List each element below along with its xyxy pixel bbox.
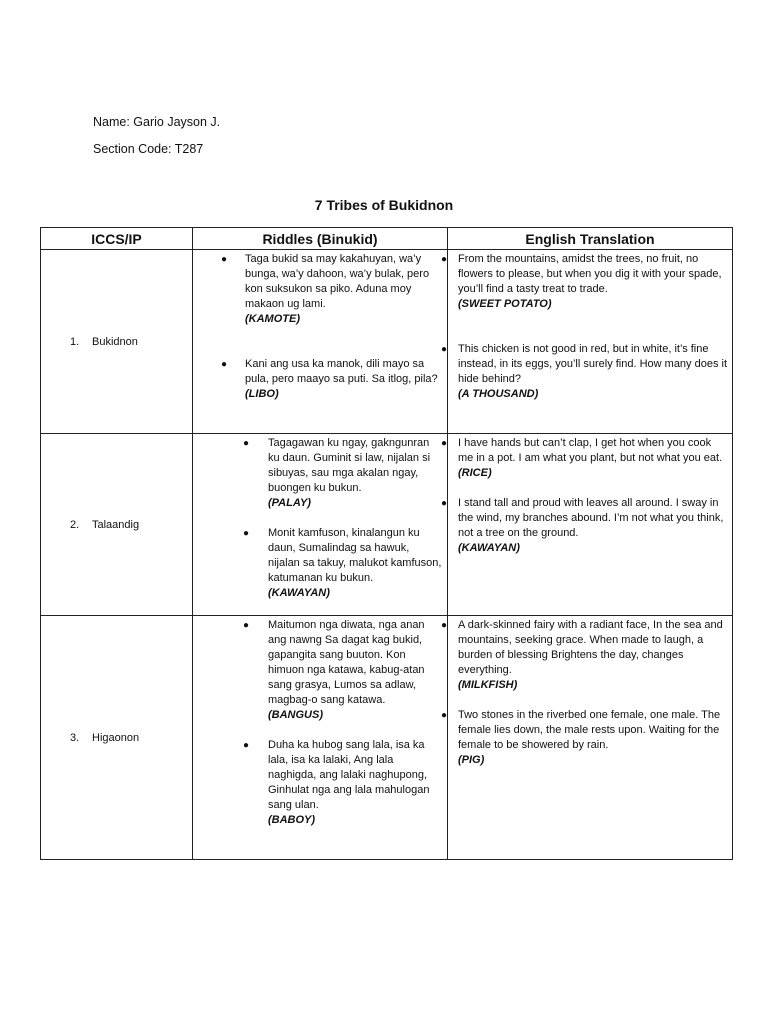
translation-item — [440, 496, 728, 556]
riddle-answer: (KAMOTE) — [245, 313, 300, 325]
table-row — [41, 250, 733, 434]
riddle-text: Duha ka hubog sang lala, isa ka lala, isa ka lalaki, Ang lala naghigda, ang lalaki naghupong, Ginhulat nga ang lala mahulogan sang ulan. — [268, 739, 430, 811]
translation-item — [440, 342, 728, 402]
tribe-cell — [41, 434, 193, 616]
translation-cell — [440, 250, 733, 434]
student-name: Name: Gario Jayson J. — [93, 115, 221, 129]
riddles-table — [40, 227, 733, 860]
riddle-text: Maitumon nga diwata, nga anan ang nawng Sa dagat kag bukid, gapangita sang buuton. Kon himuon nga katawa, kabug-atan sang grasya, Lumos sa adlaw, magbag-o sang katawa. — [268, 619, 425, 706]
tribe-cell — [41, 250, 193, 434]
riddle-answer: (KAWAYAN) — [268, 587, 330, 599]
bullet-icon: ● — [242, 528, 250, 539]
riddles-cell — [193, 250, 448, 434]
translation-answer: (KAWAYAN) — [458, 542, 520, 554]
riddle-item — [193, 526, 443, 601]
riddles-cell — [193, 434, 448, 616]
bullet-icon: ● — [440, 620, 448, 631]
translation-text: This chicken is not good in red, but in white, it’s fine instead, in its eggs, you’ll surely find. How many does it hide behind? — [458, 343, 728, 385]
bullet-icon: ● — [242, 438, 250, 449]
column-header-tribe: ICCS/IP — [41, 228, 193, 250]
document-title: 7 Tribes of Bukidnon — [314, 197, 454, 213]
translation-answer: (PIG) — [458, 754, 485, 766]
tribe-name: Bukidnon — [92, 335, 138, 348]
riddle-text: Kani ang usa ka manok, dili mayo sa pula, pero maayo sa puti. Sa itlog, pila? — [245, 358, 438, 385]
riddle-answer: (PALAY) — [268, 497, 311, 509]
translation-answer: (SWEET POTATO) — [458, 298, 552, 310]
riddle-item — [193, 738, 443, 828]
row-number: 3. — [70, 731, 80, 744]
bullet-icon: ● — [242, 620, 250, 631]
riddle-item — [193, 618, 443, 723]
column-header-translation: English Translation — [448, 228, 733, 250]
tribe-name: Talaandig — [92, 518, 140, 531]
bullet-icon: ● — [220, 254, 228, 265]
bullet-icon: ● — [242, 740, 250, 751]
bullet-icon: ● — [440, 344, 448, 355]
column-header-riddles: Riddles (Binukid) — [193, 228, 448, 250]
row-number: 1. — [70, 335, 80, 348]
riddle-text: Taga bukid sa may kakahuyan, wa’y bunga, wa’y dahoon, wa’y bulak, pero kon suksukon sa piko. Aduna moy makaon ug lami. — [245, 253, 430, 310]
riddle-item — [193, 252, 443, 327]
translation-text: A dark-skinned fairy with a radiant face, In the sea and mountains, seeking grace. When made to laugh, a burden of blessing Brightens the day, changes everything. — [458, 619, 723, 676]
translation-text: Two stones in the riverbed one female, one male. The female lies down, the male rests upon. Waiting for the female to be showered by rain. — [458, 709, 721, 751]
riddle-text: Monit kamfuson, kinalangun ku daun, Sumalindag sa hawuk, nijalan sa takuy, malukot kamfuson, katumanan ku bukun. — [268, 527, 442, 584]
translation-text: From the mountains, amidst the trees, no fruit, no flowers to please, but when you dig it with your spade, you’ll find a tasty treat to trade. — [458, 253, 722, 295]
translation-text: I have hands but can’t clap, I get hot when you cook me in a pot. I am what you plant, but not what you eat. — [458, 437, 723, 464]
translation-item — [440, 252, 728, 312]
riddles-cell — [193, 616, 448, 860]
riddle-item — [193, 357, 443, 402]
riddle-text: Tagagawan ku ngay, gakngunran ku daun. Guminit si law, nijalan si sibuyas, sau mga akalan ngay, buongen ku bukun. — [268, 437, 431, 494]
bullet-icon: ● — [440, 498, 448, 509]
bullet-icon: ● — [440, 254, 448, 265]
riddle-answer: (BANGUS) — [268, 709, 323, 721]
riddle-item — [193, 436, 443, 511]
translation-cell — [440, 434, 733, 616]
bullet-icon: ● — [440, 710, 448, 721]
translation-answer: (MILKFISH) — [458, 679, 518, 691]
tribe-cell — [41, 616, 193, 860]
row-number: 2. — [70, 518, 80, 531]
bullet-icon: ● — [220, 359, 228, 370]
tribe-name: Higaonon — [92, 731, 140, 744]
table-row — [41, 616, 733, 860]
translation-text: I stand tall and proud with leaves all around. I sway in the wind, my branches abound. I’m not what you think, not a tree on the ground. — [458, 497, 724, 539]
translation-item — [440, 436, 728, 481]
translation-answer: (RICE) — [458, 467, 492, 479]
table-row — [41, 434, 733, 616]
translation-cell — [440, 616, 733, 860]
riddle-answer: (LIBO) — [245, 388, 279, 400]
bullet-icon: ● — [440, 438, 448, 449]
translation-answer: (A THOUSAND) — [458, 388, 539, 400]
section-code: Section Code: T287 — [93, 142, 204, 156]
table-header-row — [41, 228, 733, 250]
riddle-answer: (BABOY) — [268, 814, 316, 826]
translation-item — [440, 618, 728, 693]
translation-item — [440, 708, 728, 768]
